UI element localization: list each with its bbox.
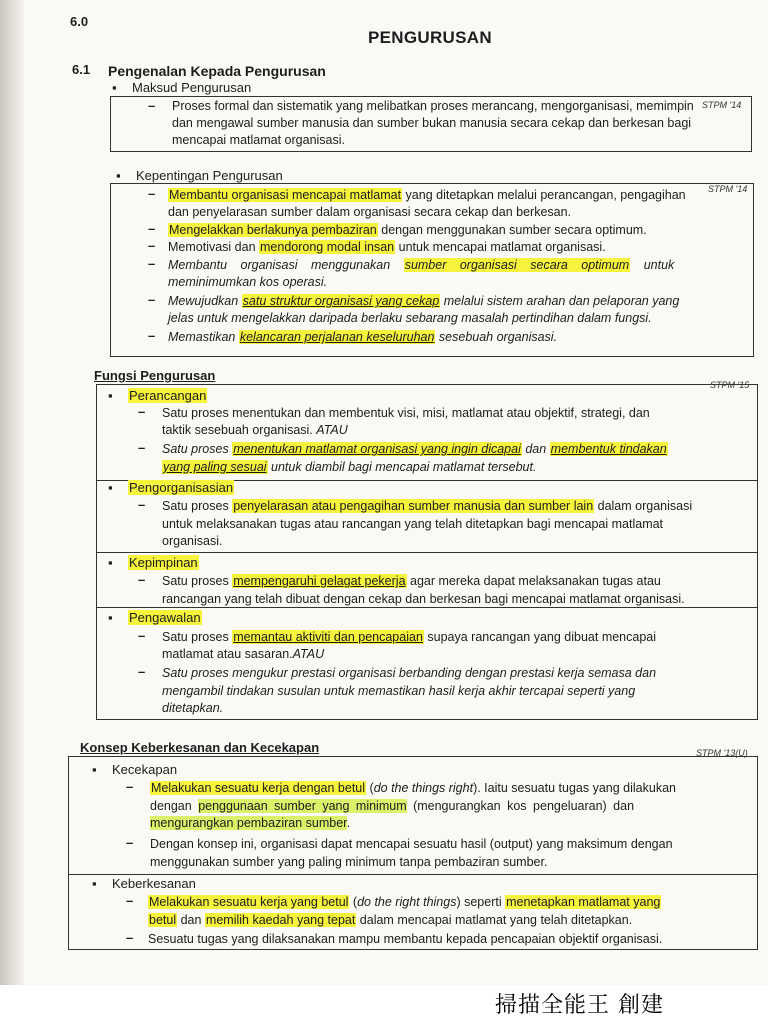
kepentingan-stpm-tag: STPM '14 xyxy=(708,184,748,194)
text-span: Memastikan xyxy=(168,330,239,344)
highlight: Pengorganisasian xyxy=(129,480,234,495)
highlight: yang paling sesuai xyxy=(163,460,267,474)
page-title: PENGURUSAN xyxy=(368,28,492,47)
row-divider xyxy=(96,552,758,553)
kecekapan-text-b2: menggunakan sumber yang paling minimum tanpa pembaziran sumber. xyxy=(150,855,548,869)
kepentingan-point-1-cont: dan penyelarasan sumber dalam organisasi secara cekap dan berkesan. xyxy=(168,205,572,219)
dash-marker: – xyxy=(126,930,134,945)
text-span: ( xyxy=(366,781,374,795)
pengawalan-text-a1 xyxy=(162,629,752,646)
text-span: matlamat atau sasaran. xyxy=(162,647,293,661)
pengawalan-text-a2 xyxy=(162,646,462,663)
text-span: do the right things xyxy=(357,895,457,909)
text-span: ATAU xyxy=(316,423,348,437)
text-span: Mewujudkan xyxy=(168,294,242,308)
text-span: Satu proses xyxy=(162,442,233,456)
text-span: sesebuah organisasi. xyxy=(435,330,558,344)
keberkesanan-label: ▪ Keberkesanan xyxy=(92,876,196,891)
pengawalan-text-b3: ditetapkan. xyxy=(162,701,224,715)
highlight: satu struktur organisasi yang cekap xyxy=(242,294,440,308)
text-span: . xyxy=(346,816,351,830)
text-span: dengan menggunakan sumber secara optimum. xyxy=(377,223,647,237)
kecekapan-text-b1: Dengan konsep ini, organisasi dapat mencapai sesuatu hasil (output) yang maksimum dengan xyxy=(150,837,673,851)
dash-marker: – xyxy=(126,893,134,908)
fungsi-stpm-tag: STPM '15 xyxy=(710,380,750,390)
text-span: supaya rancangan yang dibuat mencapai xyxy=(423,630,657,644)
text-span: Satu proses xyxy=(162,499,233,513)
kecekapan-label: ▪ Kecekapan xyxy=(92,762,178,777)
text-span: dengan xyxy=(150,799,199,813)
scanner-watermark: 掃描全能王 創建 xyxy=(495,993,664,1018)
highlight: mempengaruhi gelagat pekerja xyxy=(233,574,406,588)
dash-marker: – xyxy=(138,572,146,587)
dash-marker: – xyxy=(138,628,146,643)
pengorganisasian-label: ▪ Pengorganisasian xyxy=(108,480,234,495)
highlight: Membantu organisasi mencapai matlamat xyxy=(169,188,402,202)
dash-marker: – xyxy=(148,292,156,307)
dash-marker: – xyxy=(138,440,146,455)
pengorganisasian-text-2: untuk melaksanakan tugas atau rancangan yang telah ditetapkan bagi mencapai matlamat xyxy=(162,517,664,531)
keberkesanan-text-a1 xyxy=(148,894,752,911)
kepentingan-point-6 xyxy=(168,329,752,346)
highlight: kelancaran perjalanan keseluruhan xyxy=(239,330,435,344)
text-span: dalam organisasi xyxy=(594,499,693,513)
dash-marker: – xyxy=(126,835,134,850)
kecekapan-text-a1 xyxy=(150,780,752,797)
section-number: 6.1 xyxy=(72,62,91,77)
highlight: sumber organisasi secara optimum xyxy=(404,258,630,272)
text-span: Satu proses xyxy=(162,574,233,588)
book-spine-shadow xyxy=(0,0,24,985)
pengawalan-label: ▪ Pengawalan xyxy=(108,610,201,625)
highlight: Melakukan sesuatu kerja yang betul xyxy=(149,895,349,909)
text-span: dalam mencapai matlamat yang telah ditetapkan. xyxy=(356,913,633,927)
highlight: penyelarasan atau pengagihan sumber manusia dan sumber lain xyxy=(233,499,594,513)
dash-marker: – xyxy=(138,664,146,679)
maksud-text-1: Proses formal dan sistematik yang melibatkan proses merancang, mengorganisasi, memimpin xyxy=(172,99,694,113)
kepentingan-point-4 xyxy=(168,257,752,274)
highlight: mengurangkan pembaziran sumber xyxy=(150,816,347,830)
perancangan-text-a2 xyxy=(162,422,462,439)
dash-marker: – xyxy=(148,328,156,343)
maksud-stpm-tag: STPM '14 xyxy=(702,100,742,110)
highlight: Perancangan xyxy=(129,388,207,403)
konsep-stpm-tag: STPM '13(U) xyxy=(696,748,748,758)
highlight: memilih kaedah yang tepat xyxy=(205,913,356,927)
perancangan-label: ▪ Perancangan xyxy=(108,388,207,403)
dash-marker: – xyxy=(148,221,156,236)
dash-marker: – xyxy=(148,238,156,253)
text-span: Satu proses xyxy=(162,630,233,644)
dash-marker: – xyxy=(148,256,156,271)
highlight: penggunaan sumber yang minimum xyxy=(198,799,407,813)
dash-marker: – xyxy=(138,497,146,512)
text-span: untuk xyxy=(630,258,675,272)
chapter-number: 6.0 xyxy=(70,14,89,29)
perancangan-text-a1: Satu proses menentukan dan membentuk visi, misi, matlamat atau objektif, strategi, dan xyxy=(162,406,650,420)
text-span: yang ditetapkan melalui perancangan, pengagihan xyxy=(402,188,686,202)
text-span: dan xyxy=(521,442,550,456)
perancangan-text-b2 xyxy=(162,459,752,476)
konsep-heading: Konsep Keberkesanan dan Kecekapan xyxy=(80,740,320,755)
kepimpinan-text-2: rancangan yang telah dibuat dengan cekap dan berkesan bagi mencapai matlamat organisasi. xyxy=(162,592,685,606)
pengawalan-text-b2: mengambil tindakan susulan untuk memastikan hasil kerja akhir tercapai seperti yang xyxy=(162,684,636,698)
text-span: Keberkesanan xyxy=(112,876,196,891)
highlight: Pengawalan xyxy=(129,610,201,625)
text-span: untuk mencapai matlamat organisasi. xyxy=(395,240,606,254)
text-span: agar mereka dapat melaksanakan tugas atau xyxy=(406,574,661,588)
dash-marker: – xyxy=(126,779,134,794)
text-span: ATAU xyxy=(292,647,325,661)
highlight: menetapkan matlamat yang xyxy=(506,895,661,909)
kepentingan-heading: ▪ Kepentingan Pengurusan xyxy=(116,168,283,183)
pengawalan-text-b1: Satu proses mengukur prestasi organisasi berbanding dengan prestasi kerja semasa dan xyxy=(162,666,657,680)
text-span: ). Iaitu sesuatu tugas yang dilakukan xyxy=(473,781,676,795)
text-span: taktik sesebuah organisasi. xyxy=(162,423,313,437)
section-title: Pengenalan Kepada Pengurusan xyxy=(108,63,326,79)
kepentingan-point-1 xyxy=(168,187,752,204)
text-span: dan xyxy=(177,913,205,927)
pengorganisasian-text-1 xyxy=(162,498,752,515)
dash-marker: – xyxy=(148,98,156,113)
perancangan-text-b1 xyxy=(162,441,752,458)
kepentingan-point-2 xyxy=(168,222,752,239)
maksud-text-2: dan mengawal sumber manusia dan sumber bukan manusia secara cekap dan berkesan bagi xyxy=(172,116,692,130)
highlight: Melakukan sesuatu kerja dengan betul xyxy=(151,781,366,795)
row-divider xyxy=(68,874,758,875)
kepimpinan-label: ▪ Kepimpinan xyxy=(108,555,198,570)
kepentingan-point-5-cont: jelas untuk mengelakkan daripada berlaku sebarang masalah pertindihan dalam fungsi. xyxy=(168,311,652,325)
highlight: Mengelakkan berlakunya pembaziran xyxy=(169,223,377,237)
kecekapan-text-a3 xyxy=(150,815,752,832)
highlight: membentuk tindakan xyxy=(550,442,667,456)
keberkesanan-text-b1: Sesuatu tugas yang dilaksanakan mampu membantu kepada pencapaian objektif organisasi. xyxy=(148,932,663,946)
text-span: Memotivasi dan xyxy=(168,240,260,254)
kepentingan-point-3 xyxy=(168,239,752,256)
highlight: mendorong modal insan xyxy=(260,240,395,254)
text-span: (mengurangkan kos pengeluaran) dan xyxy=(406,799,635,813)
highlight: Kepimpinan xyxy=(129,555,198,570)
text-span: Kecekapan xyxy=(112,762,178,777)
dash-marker: – xyxy=(148,186,156,201)
keberkesanan-text-a2 xyxy=(148,912,752,929)
text-span: ( xyxy=(349,895,358,909)
maksud-text-3: mencapai matlamat organisasi. xyxy=(172,133,345,147)
text-span: untuk diambil bagi mencapai matlamat tersebut. xyxy=(267,460,537,474)
kepentingan-point-4-cont: meminimumkan kos operasi. xyxy=(168,275,328,289)
text-span: Membantu organisasi menggunakan xyxy=(168,258,404,272)
pengorganisasian-text-3: organisasi. xyxy=(162,534,223,548)
kecekapan-text-a2 xyxy=(150,798,752,815)
text-span: melalui sistem arahan dan pelaporan yang xyxy=(440,294,680,308)
kepentingan-point-5 xyxy=(168,293,752,310)
text-span: ) seperti xyxy=(456,895,506,909)
highlight: menentukan matlamat organisasi yang ingin dicapai xyxy=(233,442,521,456)
kepimpinan-text-1 xyxy=(162,573,752,590)
maksud-heading: ▪ Maksud Pengurusan xyxy=(112,80,252,95)
fungsi-heading: Fungsi Pengurusan xyxy=(94,368,216,383)
dash-marker: – xyxy=(138,404,146,419)
highlight: memantau aktiviti dan pencapaian xyxy=(233,630,423,644)
text-span: do the things right xyxy=(373,781,474,795)
highlight: betul xyxy=(149,913,177,927)
